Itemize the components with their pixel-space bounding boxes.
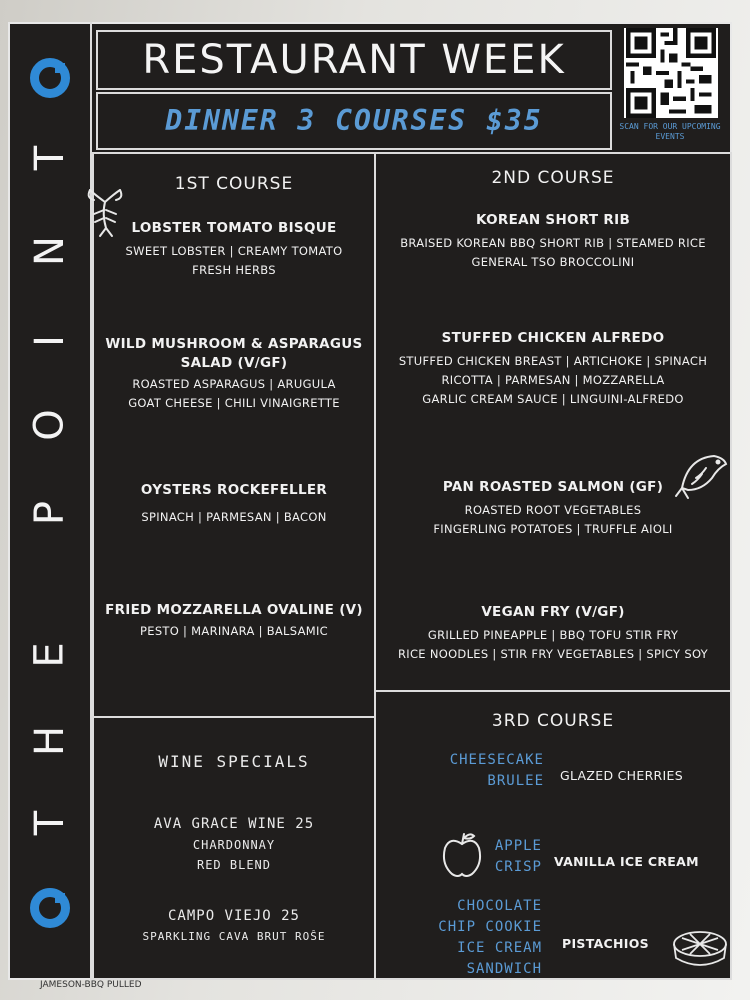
dish-desc: PESTO | MARINARA | BALSAMIC [140, 624, 328, 638]
dessert-topping: PISTACHIOS [562, 936, 649, 951]
dish-desc: SWEET LOBSTER | CREAMY TOMATO FRESH HERBS [125, 244, 343, 277]
dish-fried-mozzarella [96, 602, 372, 641]
page-peek-text: JAMESON-BBQ PULLED [40, 980, 142, 990]
wine-name: CAMPO VIEJO 25 [167, 908, 300, 924]
brand-letter: T [27, 145, 73, 171]
course1-heading: 1ST COURSE [174, 174, 294, 194]
dish-desc: ROASTED ROOT VEGETABLES FINGERLING POTATOES | TRUFFLE AIOLI [433, 503, 673, 536]
logo-icon-bottom [30, 888, 70, 928]
dish-lobster-bisque [96, 220, 372, 280]
wine-name: AVA GRACE WINE 25 [153, 816, 315, 832]
pie-icon [672, 928, 728, 972]
course2-heading: 2ND COURSE [491, 168, 615, 188]
dish-name: VEGAN FRY (V/GF) [481, 604, 625, 620]
dish-stuffed-chicken [378, 330, 728, 409]
price-deal: DINNER 3 COURSES $35 [96, 92, 612, 150]
dessert-topping: VANILLA ICE CREAM [554, 854, 699, 869]
dish-name: PAN ROASTED SALMON (GF) [442, 479, 664, 495]
dish-desc: SPINACH | PARMESAN | BACON [141, 510, 327, 524]
brand-letter: O [26, 409, 73, 441]
dish-name: KOREAN SHORT RIB [475, 212, 631, 228]
dish-name: LOBSTER TOMATO BISQUE [131, 220, 337, 236]
dessert-cheesecake: CHEESECAKE BRULEE [449, 752, 544, 789]
dish-korean-short-rib [378, 212, 728, 272]
dish-mushroom-salad [96, 336, 372, 413]
dish-desc: ROASTED ASPARAGUS | ARUGULA GOAT CHEESE | CHILI VINAIGRETTE [128, 377, 340, 410]
brand-letter: T [27, 810, 73, 836]
dish-oysters [96, 482, 372, 527]
wine-item-campo-viejo [96, 908, 372, 943]
brand-letter: I [26, 335, 73, 347]
dish-name: FRIED MOZZARELLA OVALINE (V) [105, 602, 363, 618]
dish-desc: STUFFED CHICKEN BREAST | ARTICHOKE | SPINACH RICOTTA | PARMESAN | MOZZARELLA GARLIC CREAM SAUCE | LINGUINI-ALFREDO [398, 354, 708, 406]
dish-salmon [378, 479, 728, 539]
brand-letter: E [27, 642, 73, 668]
wine-varietal: RED BLEND [196, 858, 272, 872]
course3-heading: 3RD COURSE [491, 711, 615, 731]
dish-desc: GRILLED PINEAPPLE | BBQ TOFU STIR FRY RICE NOODLES | STIR FRY VEGETABLES | SPICY SOY [397, 628, 708, 661]
logo-icon-top [30, 58, 70, 98]
dessert-cookie-sandwich: CHOCOLATE CHIP COOKIE ICE CREAM SANDWICH [438, 898, 542, 977]
wine-heading: WINE SPECIALS [158, 752, 310, 771]
dessert-topping: GLAZED CHERRIES [560, 768, 683, 783]
dish-name-line2: SALAD (V/GF) [180, 355, 288, 371]
dessert-apple-crisp: APPLE CRISP [494, 838, 542, 875]
brand-letter: P [27, 500, 73, 526]
wine-varietal: CHARDONNAY [192, 838, 276, 852]
brand-letter: H [26, 725, 73, 757]
wine-varietal: SPARKLING CAVA BRUT ROŜE [142, 930, 326, 943]
qr-code-icon[interactable] [624, 28, 718, 118]
dish-name: OYSTERS ROCKEFELLER [140, 482, 328, 498]
wine-item-ava-grace [96, 816, 372, 872]
dish-desc: BRAISED KOREAN BBQ SHORT RIB | STEAMED RICE GENERAL TSO BROCCOLINI [400, 236, 706, 269]
dish-name: STUFFED CHICKEN ALFREDO [441, 330, 665, 346]
qr-caption: SCAN FOR OUR UPCOMING EVENTS [619, 122, 721, 141]
dish-vegan-fry [378, 604, 728, 664]
page-title: RESTAURANT WEEK [96, 30, 612, 90]
dish-name: WILD MUSHROOM & ASPARAGUS [105, 336, 363, 352]
brand-letter: N [26, 236, 73, 266]
